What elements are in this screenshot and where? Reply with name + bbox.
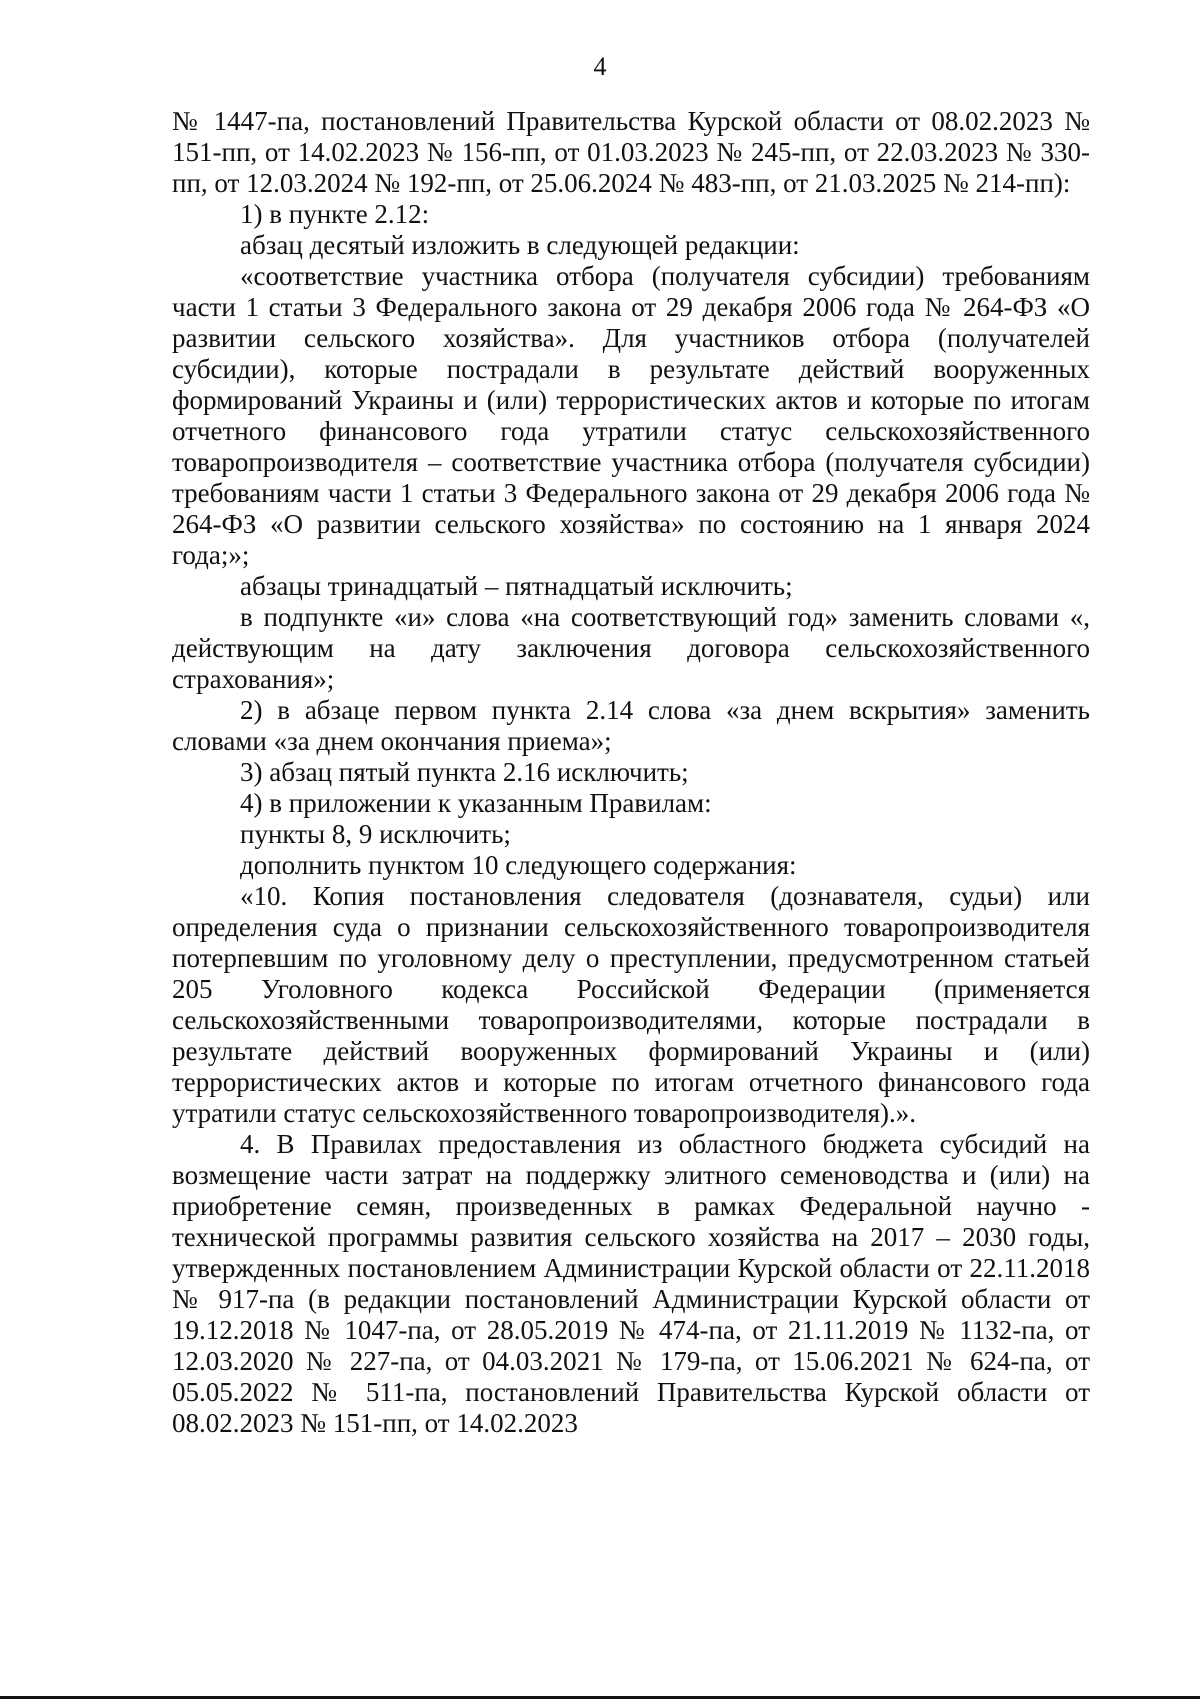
paragraph-item-1: 1) в пункте 2.12:	[240, 199, 430, 229]
paragraph-item-10-text: «10. Копия постановления следователя (дознавателя, судьи) или определения суда о признании сельскохозяйственного товаропроизводителя потерпевшим по уголовному делу о преступлении, предусмотренном статьей 205 Уголовного кодекса Российской Федерации (применяется сельскохозяйственными товаропроизводителями, которые пострадали в результате действий вооруженных формирований Украины и (или) террористических актов и которые по итогам отчетного финансового года утратили статус сельскохозяйственного товаропроизводителя).».	[172, 881, 1090, 1128]
paragraph-subitem-i: в подпункте «и» слова «на соответствующий год» заменить словами «, действующим на дату заключения договора сельскохозяйственного страхования»;	[172, 602, 1090, 694]
paragraph-item-3: 3) абзац пятый пункта 2.16 исключить;	[240, 757, 689, 787]
paragraph-abzac-10: абзац десятый изложить в следующей редакции:	[240, 230, 800, 260]
paragraph-exclude-13-15: абзацы тринадцатый – пятнадцатый исключить;	[240, 571, 793, 601]
paragraph-add-item-10: дополнить пунктом 10 следующего содержания:	[240, 850, 797, 880]
paragraph-new-wording: «соответствие участника отбора (получателя субсидии) требованиям части 1 статьи 3 Федерального закона от 29 декабря 2006 года № 264-ФЗ «О развитии сельского хозяйства». Для участников отбора (получателей субсидии), которые пострадали в результате действий вооруженных формирований Украины и (или) террористических актов и которые по итогам отчетного финансового года утратили статус сельскохозяйственного товаропроизводителя – соответствие участника отбора (получателя субсидии) требованиям части 1 статьи 3 Федерального закона от 29 декабря 2006 года № 264-ФЗ «О развитии сельского хозяйства» по состоянию на 1 января 2024 года;»;	[172, 261, 1090, 570]
paragraph-continuation: № 1447-па, постановлений Правительства Курской области от 08.02.2023 № 151-пп, от 14.02.2023 № 156-пп, от 01.03.2023 № 245-пп, от 22.03.2023 № 330-пп, от 12.03.2024 № 192-пп, от 25.06.2024 № 483-пп, от 21.03.2025 № 214-пп):	[172, 106, 1090, 198]
paragraph-section-4: 4. В Правилах предоставления из областного бюджета субсидий на возмещение части затрат на поддержку элитного семеноводства и (или) на приобретение семян, произведенных в рамках Федеральной научно - технической программы развития сельского хозяйства на 2017 – 2030 годы, утвержденных постановлением Администрации Курской области от 22.11.2018 № 917-па (в редакции постановлений Администрации Курской области от 19.12.2018 № 1047-па, от 28.05.2019 № 474-па, от 21.11.2019 № 1132-па, от 12.03.2020 № 227-па, от 04.03.2021 № 179-па, от 15.06.2021 № 624-па, от 05.05.2022 № 511-па, постановлений Правительства Курской области от 08.02.2023 № 151-пп, от 14.02.2023	[172, 1129, 1090, 1438]
page-bottom-border	[0, 1696, 1200, 1699]
paragraph-item-2: 2) в абзаце первом пункта 2.14 слова «за днем вскрытия» заменить словами «за днем окончания приема»;	[172, 695, 1090, 756]
page-number: 4	[593, 52, 607, 81]
paragraph-exclude-8-9: пункты 8, 9 исключить;	[240, 819, 511, 849]
paragraph-item-4: 4) в приложении к указанным Правилам:	[240, 788, 712, 818]
document-body	[172, 106, 1090, 1439]
